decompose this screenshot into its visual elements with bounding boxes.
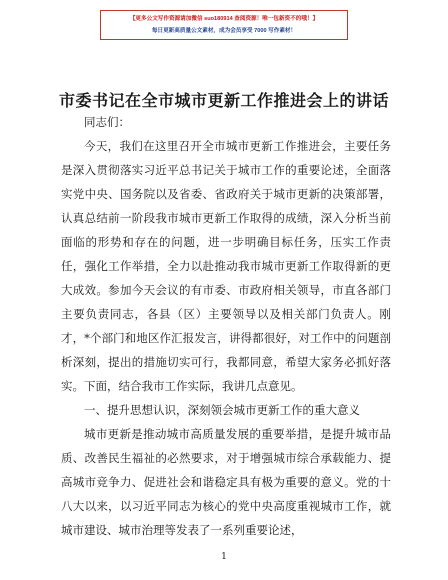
greeting: 同志们：	[84, 115, 130, 129]
document-body	[61, 110, 391, 542]
paragraph-intro: 今天，我们在这里召开全市城市更新工作推进会，主要任务是深入贯彻落实习近平总书记关于城市工作的重要论述，全面落实党中央、国务院以及省委、省政府关于城市更新的决策部署，认真总结前一阶段我市城市更新工作取得的成绩，深入分析当前面临的形势和存在的问题，进一步明确目标任务，压实工作责任，强化工作举措，全力以赴推动我市城市更新工作取得新的更大成效。参加今天会议的有市委、市政府相关领导，市直各部门主要负责同志，各县（区）主要领导以及相关部门负责人。刚才，*个部门和地区作汇报发言，讲得都很好，对工作中的问题剖析深刻，提出的措施切实可行，我都同意，希望大家务必抓好落实。下面，结合我市工作实际，我讲几点意见。	[61, 139, 391, 393]
promo-banner	[100, 10, 348, 40]
banner-line-1: 【更多公文写作资源请加微信 suo180914 查阅资源！唯一包新资不的哦！】	[129, 16, 319, 22]
paragraph-section-1: 城市更新是推动城市高质量发展的重要举措，是提升城市品质、改善民生福祉的必然要求，对于增强城市综合承载能力、提高城市竞争力、促进社会和谐稳定具有极为重要的意义。党的十八大以来，以习近平同志为核心的党中央高度重视城市工作，就城市建设、城市治理等发表了一系列重要论述，	[61, 427, 391, 537]
page-number: 1	[221, 552, 227, 562]
section-heading-1: 一、提升思想认识，深刻领会城市更新工作的重大意义	[84, 403, 360, 417]
document-title: 市委书记在全市城市更新工作推进会上的讲话	[58, 91, 389, 110]
banner-line-2: 每日更新高质量公文素材，成为会员享受 7000 写作素材！	[151, 28, 297, 34]
